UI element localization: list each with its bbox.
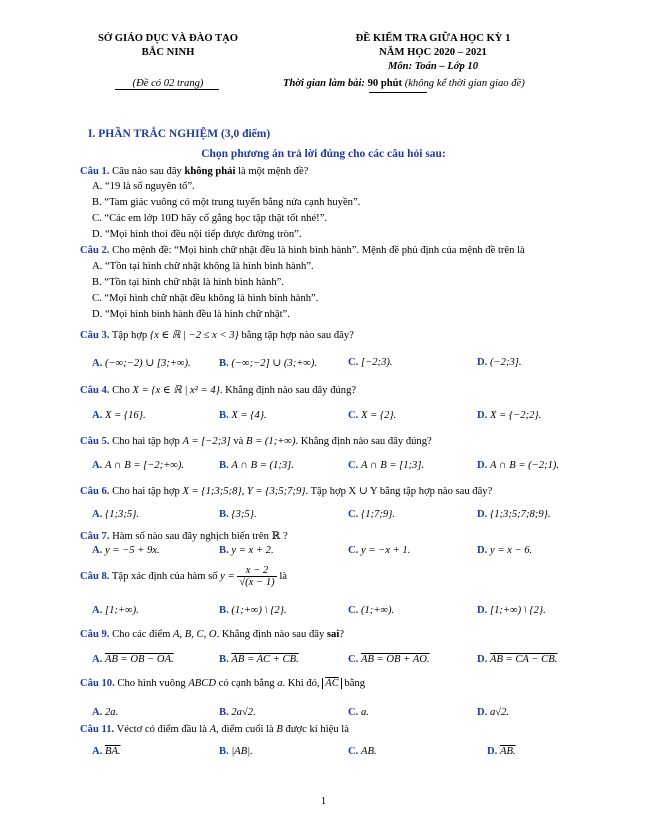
option-letter: C. (348, 460, 359, 471)
exam-header (318, 32, 548, 74)
option-text: {1;7;9}. (360, 509, 396, 520)
question-10 (80, 678, 365, 689)
option-letter: D. (477, 509, 488, 520)
option-text: X = {16}. (104, 410, 146, 421)
math-expression: ABCD (188, 678, 216, 689)
q2-option-c[interactable]: C. “Mọi hình chữ nhật đều không là hình bình hành”. (92, 293, 319, 304)
exam-title: ĐỀ KIỂM TRA GIỮA HỌC KỲ 1 (355, 33, 511, 44)
option-letter: A. (92, 509, 103, 520)
q11-option-c[interactable] (348, 746, 377, 757)
question-2 (80, 245, 525, 256)
question-text: Tập xác định của hàm số (111, 570, 221, 582)
question-text: bằng (341, 678, 366, 689)
q9-option-a[interactable] (92, 654, 174, 665)
question-label: Câu 5. (80, 436, 110, 447)
question-text: . Khẳng định nào sau đây đúng? (219, 385, 357, 396)
option-letter: A. (92, 605, 103, 616)
q8-option-b[interactable] (219, 605, 287, 616)
option-text: (−∞;−2) ∪ [3;+∞). (104, 358, 191, 369)
option-letter: B. (219, 410, 229, 421)
question-text: , điểm cuối là (216, 724, 277, 735)
question-label: Câu 6. (80, 486, 110, 497)
question-label: Câu 11. (80, 724, 115, 735)
q10-option-b[interactable] (219, 707, 256, 718)
q6-option-d[interactable] (477, 509, 551, 520)
q6-option-c[interactable] (348, 509, 395, 520)
option-letter: A. (92, 410, 103, 421)
math-expression: X = {x ∈ ℝ | x² = 4} (132, 385, 220, 396)
question-text: Cho hình vuông (117, 678, 189, 689)
question-emphasis: sai (326, 629, 340, 640)
option-letter: C. (348, 410, 359, 421)
math-expression: A = [−2;3] (182, 436, 231, 447)
q11-option-d[interactable] (487, 746, 516, 757)
option-letter: A. (92, 545, 103, 556)
option-text: [1;+∞) \ {2}. (489, 605, 546, 616)
question-label: Câu 8. (80, 570, 110, 582)
q1-option-a[interactable]: A. “19 là số nguyên tố”. (92, 181, 195, 192)
q1-option-d[interactable]: D. “Mọi hình thoi đều nội tiếp được đường tròn”. (92, 229, 302, 240)
q3-option-b[interactable] (219, 357, 317, 369)
option-letter: A. (92, 707, 103, 718)
question-label: Câu 1. (80, 166, 110, 177)
option-text: (−2;3]. (489, 357, 522, 368)
option-text: [1;+∞). (104, 605, 139, 616)
question-label: Câu 10. (80, 678, 115, 689)
time-line (283, 78, 525, 89)
question-text: Cho (112, 385, 133, 396)
question-text: Cho hai tập hợp (112, 486, 183, 497)
question-3 (80, 329, 354, 341)
math-expression: {x ∈ ℝ | −2 ≤ x < 3} (149, 330, 239, 341)
question-label: Câu 4. (80, 385, 110, 396)
q9-option-c[interactable] (348, 654, 430, 665)
question-text: là một mệnh đề? (235, 166, 309, 177)
q7-option-b[interactable] (219, 545, 274, 556)
option-letter: B. (219, 358, 229, 369)
subject-line: Môn: Toán – Lớp 10 (387, 61, 479, 72)
option-letter: B. (219, 654, 229, 665)
option-text: X = {2}. (360, 410, 397, 421)
question-label: Câu 3. (80, 330, 110, 341)
option-letter: D. (477, 545, 488, 556)
vector-expression: AB = OB − OA. (104, 654, 174, 665)
option-text: [−2;3). (360, 357, 393, 368)
question-text: Véctơ có điểm đầu là (116, 724, 210, 735)
option-letter: D. (477, 357, 488, 368)
q10-option-a[interactable] (92, 707, 118, 718)
question-text: . Khẳng định nào sau đây (216, 629, 327, 640)
option-text: (1;+∞). (360, 605, 395, 616)
q3-option-c[interactable] (348, 357, 393, 368)
q5-option-a[interactable] (92, 460, 184, 471)
option-text: 2a. (104, 707, 119, 718)
option-text: X = {−2;2}. (489, 410, 542, 421)
option-letter: A. (92, 460, 103, 471)
option-text: y = −5 + 9x. (104, 545, 160, 556)
question-label: Câu 9. (80, 629, 110, 640)
math-expression: a (277, 678, 283, 689)
vector-expression: BA. (104, 746, 121, 757)
option-text: y = x − 6. (489, 545, 533, 556)
question-text: bằng tập hợp nào sau đây? (238, 330, 354, 341)
question-6 (80, 485, 492, 497)
option-text: a√2. (489, 707, 510, 718)
q1-option-c[interactable]: C. “Các em lớp 10D hãy cố gắng học tập thật tốt nhé!”. (92, 213, 328, 224)
question-text: . Khẳng định nào sau đây đúng? (295, 436, 432, 447)
fraction-denominator: √(x − 1) (239, 577, 275, 588)
q6-option-b[interactable] (219, 509, 257, 520)
math-expression: A (209, 724, 217, 735)
q10-option-d[interactable] (477, 707, 509, 718)
option-text: X = {4}. (231, 410, 267, 421)
option-text: y = x + 2. (231, 545, 274, 556)
option-letter: B. (219, 509, 229, 520)
option-letter: C. (348, 746, 359, 757)
question-text: và (230, 436, 246, 447)
q1-option-b[interactable]: B. “Tam giác vuông có một trung tuyến bằng nửa cạnh huyền”. (92, 197, 361, 208)
option-text: (−∞;−2] ∪ (3;+∞). (231, 358, 318, 369)
option-letter: C. (348, 654, 359, 665)
question-7 (80, 530, 288, 542)
q5-option-b[interactable] (219, 460, 294, 471)
question-8 (80, 565, 287, 588)
question-emphasis: không phải (184, 166, 236, 177)
q7-option-a[interactable] (92, 545, 160, 556)
vector-expression: AB. (499, 746, 516, 757)
option-letter: A. (92, 746, 103, 757)
question-1 (80, 166, 308, 177)
q11-option-a[interactable] (92, 746, 121, 757)
time-value: 90 phút (367, 78, 403, 89)
question-text: . Khi đó, (282, 678, 323, 689)
option-letter: B. (219, 545, 229, 556)
q4-option-b[interactable] (219, 410, 267, 421)
question-label: Câu 7. (80, 531, 110, 542)
option-letter: C. (348, 545, 359, 556)
option-text: AB. (360, 746, 377, 757)
option-letter: D. (477, 460, 488, 471)
question-text: . Tập hợp X ∪ Y bằng tập hợp nào sau đây? (305, 486, 493, 497)
page-number: 1 (320, 796, 327, 807)
option-letter: B. (219, 707, 229, 718)
q6-option-a[interactable] (92, 509, 139, 520)
department-name: SỞ GIÁO DỤC VÀ ĐÀO TẠO (98, 33, 238, 44)
vector-expression: $\overline{AC}$ (325, 678, 339, 689)
question-text: Câu nào sau đây (112, 166, 185, 177)
option-text: y = −x + 1. (360, 545, 411, 556)
question-11 (80, 724, 349, 735)
q8-option-c[interactable] (348, 605, 394, 616)
q2-option-d[interactable]: D. “Mọi hình bình hành đều là hình chữ nhật”. (92, 309, 290, 320)
math-expression: A, B, C, O (173, 629, 217, 640)
department-header (88, 32, 248, 60)
question-text: Tập hợp (111, 330, 150, 341)
q4-option-c[interactable] (348, 410, 396, 421)
question-text: Cho các điểm (112, 629, 173, 640)
math-expression: B (276, 724, 283, 735)
q4-option-d[interactable] (477, 410, 541, 421)
q7-option-d[interactable] (477, 545, 532, 556)
vector-expression: AB = AC + CB. (231, 654, 299, 665)
option-letter: A. (92, 358, 103, 369)
q2-option-b[interactable]: B. “Tồn tại hình chữ nhật là hình bình hành”. (92, 277, 284, 288)
math-expression: X = {1;3;5;8}, Y = {3;5;7;9} (182, 486, 306, 497)
option-letter: B. (219, 746, 229, 757)
vector-magnitude (322, 678, 342, 689)
time-label: Thời gian làm bài: (283, 78, 365, 89)
q5-option-c[interactable] (348, 460, 424, 471)
question-label: Câu 2. (80, 245, 110, 256)
question-text: ? (339, 629, 344, 640)
q2-option-a[interactable]: A. “Tồn tại hình chữ nhật không là hình bình hành”. (92, 261, 314, 272)
option-letter: D. (477, 605, 488, 616)
question-text: Cho mệnh đề: “Mọi hình chữ nhật đều là hình bình hành”. Mệnh đề phủ định của mệnh đề trên là (112, 245, 525, 256)
question-9 (80, 629, 344, 640)
section-title: I. PHẦN TRẮC NGHIỆM (3,0 điểm) (88, 128, 271, 140)
option-letter: D. (477, 707, 488, 718)
vector-expression: AB = CA − CB. (489, 654, 558, 665)
question-text: Cho hai tập hợp (112, 436, 183, 447)
option-text: (1;+∞) \ {2}. (231, 605, 287, 616)
q9-option-d[interactable] (477, 654, 557, 665)
option-text: A ∩ B = [1;3]. (360, 460, 425, 471)
school-year: NĂM HỌC 2020 – 2021 (379, 47, 487, 58)
option-text: a. (360, 707, 369, 718)
option-letter: C. (348, 707, 359, 718)
math-expression: y = (220, 570, 235, 582)
option-letter: D. (487, 746, 498, 757)
q4-option-a[interactable] (92, 410, 146, 421)
q3-option-d[interactable] (477, 357, 522, 368)
q11-option-b[interactable] (219, 746, 253, 757)
option-text: {3;5}. (231, 509, 257, 520)
header-divider-right (369, 92, 427, 93)
q8-option-a[interactable] (92, 605, 139, 616)
option-text: A ∩ B = (−2;1). (489, 460, 560, 471)
instruction: Chọn phương án trả lời đúng cho các câu hỏi sau: (201, 148, 446, 160)
option-text: {1;3;5}. (104, 509, 140, 520)
option-letter: C. (348, 605, 359, 616)
vector-expression: AB = OB + AO. (360, 654, 430, 665)
fraction-numerator: x − 2 (237, 565, 276, 577)
option-letter: D. (477, 654, 488, 665)
math-expression: B = (1;+∞) (245, 436, 296, 447)
option-text: 2a√2. (231, 707, 256, 718)
time-note: (không kể thời gian giao đề) (404, 78, 525, 89)
option-text: A ∩ B = [−2;+∞). (104, 460, 185, 471)
question-5 (80, 436, 432, 447)
question-4 (80, 384, 356, 396)
option-letter: B. (219, 460, 229, 471)
page-count-note: (Đề có 02 trang) (132, 78, 204, 89)
q8-option-d[interactable] (477, 605, 546, 616)
option-text: {1;3;5;7;8;9}. (489, 509, 551, 520)
option-letter: B. (219, 605, 229, 616)
q3-option-a[interactable] (92, 357, 191, 369)
province-name: BẮC NINH (141, 47, 195, 58)
option-text: |AB|. (231, 746, 253, 757)
q10-option-c[interactable] (348, 707, 369, 718)
fraction (237, 565, 276, 588)
option-letter: C. (348, 357, 359, 368)
question-text: Hàm số nào sau đây nghịch biến trên ℝ ? (112, 531, 288, 542)
q5-option-d[interactable] (477, 460, 559, 471)
q7-option-c[interactable] (348, 545, 410, 556)
option-text: A ∩ B = (1;3]. (231, 460, 294, 471)
q9-option-b[interactable] (219, 654, 299, 665)
question-text: có cạnh bằng (216, 678, 278, 689)
question-text: được kí hiệu là (282, 724, 349, 735)
question-text: là (279, 570, 287, 582)
option-letter: C. (348, 509, 359, 520)
option-letter: D. (477, 410, 488, 421)
header-divider-left (115, 89, 219, 90)
option-letter: A. (92, 654, 103, 665)
